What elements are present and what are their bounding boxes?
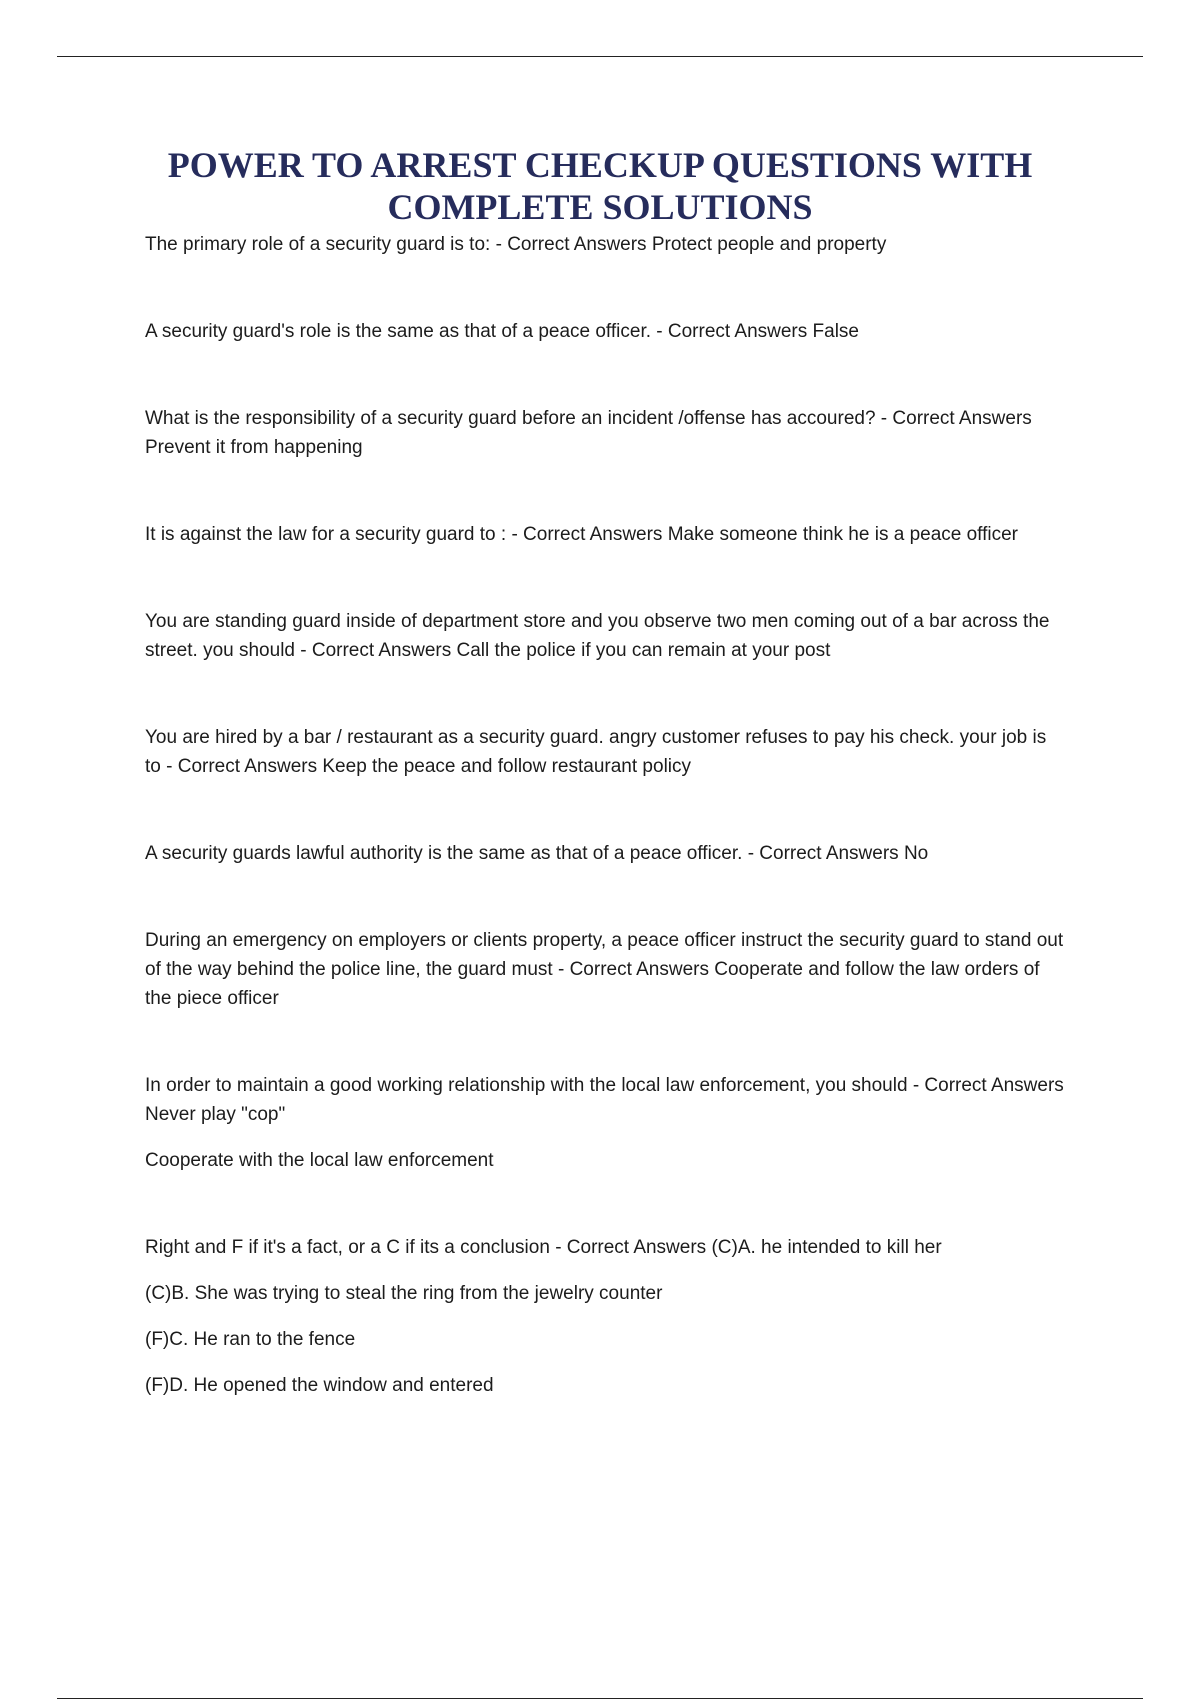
qa-text: What is the responsibility of a security guard before an incident /offense has accoured? - Correct Answers Prevent it from happening xyxy=(145,408,1032,458)
qa-item xyxy=(145,926,1065,1013)
qa-extra-line: (C)B. She was trying to steal the ring from the jewelry counter xyxy=(145,1283,663,1304)
qa-text: A security guard's role is the same as that of a peace officer. - Correct Answers False xyxy=(145,321,859,342)
top-rule xyxy=(57,56,1143,57)
qa-item xyxy=(145,607,1065,665)
qa-text: Right and F if it's a fact, or a C if its a conclusion - Correct Answers (C)A. he intended to kill her xyxy=(145,1237,942,1258)
qa-item xyxy=(145,1071,1065,1175)
qa-item xyxy=(145,404,1065,462)
qa-text: It is against the law for a security guard to : - Correct Answers Make someone think he is a peace officer xyxy=(145,524,1019,545)
qa-item xyxy=(145,230,1065,259)
qa-item xyxy=(145,1233,1065,1400)
qa-extra-line: Cooperate with the local law enforcement xyxy=(145,1150,494,1171)
qa-text: A security guards lawful authority is the same as that of a peace officer. - Correct Answers No xyxy=(145,843,929,864)
qa-extra-line: (F)D. He opened the window and entered xyxy=(145,1375,494,1396)
qa-item xyxy=(145,723,1065,781)
qa-text: The primary role of a security guard is to: - Correct Answers Protect people and property xyxy=(145,234,887,255)
qa-text: You are standing guard inside of department store and you observe two men coming out of a bar across the street. you should - Correct Answers Call the police if you can remain at your post xyxy=(145,611,1050,661)
qa-item xyxy=(145,317,1065,346)
qa-list xyxy=(145,230,1065,1458)
qa-text: During an emergency on employers or clients property, a peace officer instruct the security guard to stand out of the way behind the police line, the guard must - Correct Answers Cooperate and follow the law orders of the piece officer xyxy=(145,930,1064,1009)
qa-text: You are hired by a bar / restaurant as a security guard. angry customer refuses to pay his check. your job is to - Correct Answers Keep the peace and follow restaurant policy xyxy=(145,727,1047,777)
bottom-rule xyxy=(57,1698,1143,1699)
qa-text: In order to maintain a good working relationship with the local law enforcement, you should - Correct Answers Never play "cop" xyxy=(145,1075,1064,1125)
qa-item xyxy=(145,839,1065,868)
qa-extra-line: (F)C. He ran to the fence xyxy=(145,1329,356,1350)
qa-item xyxy=(145,520,1065,549)
page-title: POWER TO ARREST CHECKUP QUESTIONS WITH COMPLETE SOLUTIONS xyxy=(167,145,1033,227)
